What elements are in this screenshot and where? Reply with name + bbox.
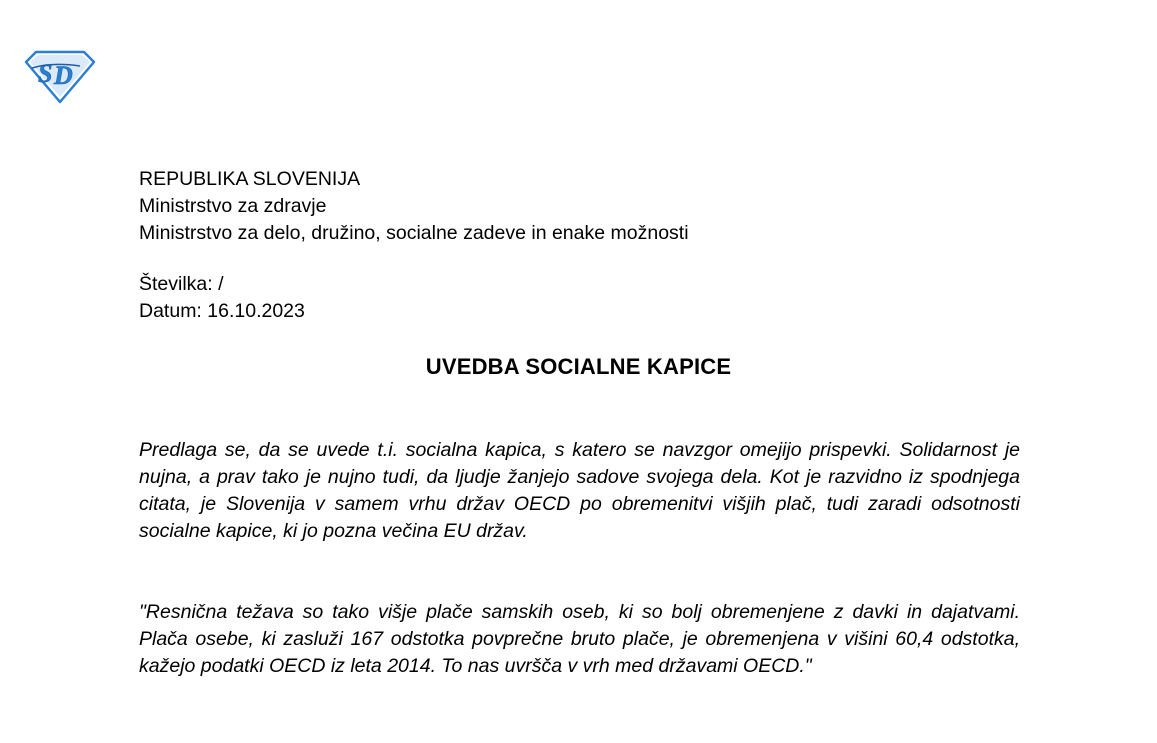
sd-logo-graphic (22, 48, 96, 104)
svg-text:S: S (38, 59, 53, 88)
header-ministry-labour: Ministrstvo za delo, družino, socialne zadeve in enake možnosti (139, 222, 689, 244)
party-logo-icon (22, 48, 96, 104)
document-number (139, 271, 305, 298)
addressee-block (139, 166, 689, 247)
body-paragraph-proposal: Predlaga se, da se uvede t.i. socialna kapica, s katero se navzgor omejijo prispevki. Solidarnost je nujna, a prav tako je nujno tudi, da ljudje žanjejo sadove svojega dela. Kot je razvidno iz spodnjega citata, je Slovenija v samem vrhu držav OECD po obremenitvi višjih plač, tudi zaradi odsotnosti socialne kapice, ki jo pozna večina EU držav. (139, 439, 1020, 542)
body-paragraph-quote: "Resnična težava so tako višje plače samskih oseb, ki so bolj obremenjene z davki in dajatvami. Plača osebe, ki zasluži 167 odstotka povprečne bruto plače, je obremenjena v višini 60,4 odstotka, kažejo podatki OECD iz leta 2014. To nas uvršča v vrh med državami OECD." (139, 601, 1020, 677)
document-date (139, 298, 305, 325)
svg-text:D: D (54, 61, 73, 90)
document-date-label: Datum: (139, 300, 202, 322)
document-date-value: 16.10.2023 (207, 300, 305, 322)
header-ministry-health: Ministrstvo za zdravje (139, 195, 327, 217)
document-number-label: Številka: (139, 273, 213, 295)
document-meta (139, 271, 305, 325)
document-title: UVEDBA SOCIALNE KAPICE (425, 354, 732, 379)
header-country: REPUBLIKA SLOVENIJA (139, 168, 361, 190)
document-number-value: / (218, 273, 224, 295)
